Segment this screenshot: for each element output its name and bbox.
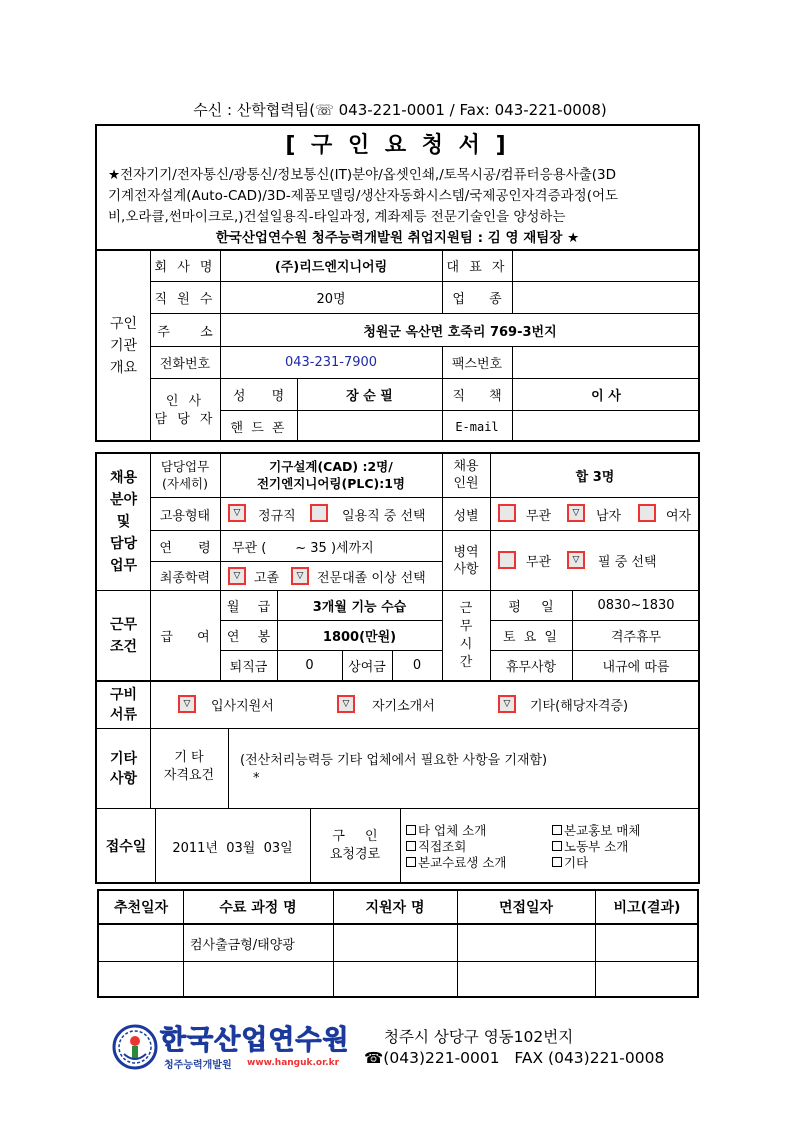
phone-value[interactable]: 043-231-7900 — [284, 355, 378, 370]
employment-fulltime-checkbox[interactable]: ▽ — [228, 504, 246, 522]
doc-resume-checkbox[interactable]: ▽ — [337, 695, 355, 713]
holiday-label: 휴무사항 — [505, 660, 557, 675]
education-highschool-label: 고졸 — [254, 570, 280, 586]
military-label: 병역 사항 — [453, 544, 479, 577]
documents-section-label: 구비 서류 — [109, 687, 138, 723]
table-header: 지원자 명 — [365, 900, 425, 916]
employment-fulltime-label: 정규직 — [258, 508, 296, 524]
route-option-direct[interactable] — [406, 838, 466, 854]
saturday-label: 토 요 일 — [503, 630, 559, 645]
education-college-checkbox[interactable]: ▽ — [291, 567, 309, 585]
route-option-label: 기타 — [564, 855, 589, 870]
age-value[interactable]: 무관 ( ~ 35 )세까지 — [232, 540, 374, 556]
qualification-label: 기 타 자격요건 — [163, 750, 215, 783]
duty-value[interactable]: 기구설계(CAD) :2명/ 전기엔지니어링(PLC):1명 — [256, 459, 406, 491]
gender-any-label: 무관 — [526, 508, 552, 524]
route-option-labor-ministry[interactable] — [552, 838, 628, 854]
monthly-pay-label: 월 급 — [226, 600, 271, 615]
doc-resume-label: 자기소개서 — [372, 698, 435, 714]
saturday-value[interactable]: 격주휴무 — [610, 630, 662, 645]
footer-contact: ☎(043)221-0001 FAX (043)221-0008 — [364, 1049, 665, 1067]
route-option-label: 타 업체 소개 — [418, 823, 487, 838]
hr-title-value[interactable]: 이 사 — [591, 389, 621, 404]
employment-daily-checkbox[interactable] — [310, 504, 328, 522]
ceo-label: 대 표 자 — [446, 260, 508, 275]
route-checkbox-icon — [406, 857, 416, 867]
institute-url[interactable]: www.hanguk.or.kr — [247, 1058, 340, 1068]
intro-line-3: 비,오라클,썬마이크로,)건설일용직-타일과정, 계좌제등 전문기술인을 양성하는 — [108, 209, 566, 225]
email-value[interactable] — [512, 411, 700, 442]
mobile-value[interactable] — [297, 411, 442, 442]
education-college-label: 전문대졸 이상 선택 — [317, 570, 426, 586]
table-cell-course[interactable]: 컴사출금형/태양광 — [190, 937, 295, 953]
phone-label: 전화번호 — [159, 357, 211, 372]
route-checkbox-icon — [552, 841, 562, 851]
doc-application-label: 입사지원서 — [211, 698, 274, 714]
education-highschool-checkbox[interactable]: ▽ — [228, 567, 246, 585]
route-checkbox-icon — [552, 857, 562, 867]
severance-value[interactable]: 0 — [305, 658, 314, 673]
fax-label: 팩스번호 — [451, 357, 503, 372]
route-checkbox-icon — [406, 825, 416, 835]
age-label: 연 령 — [159, 540, 211, 556]
institute-branch: 청주능력개발원 — [164, 1059, 232, 1071]
industry-label: 업 종 — [452, 292, 502, 307]
gender-male-checkbox[interactable]: ▽ — [567, 504, 585, 522]
table-header: 수료 과정 명 — [219, 900, 297, 916]
gender-label: 성별 — [453, 508, 479, 524]
route-option-promo-media[interactable] — [552, 822, 640, 838]
work-hours-label: 근 무 시 간 — [459, 600, 473, 670]
fax-value[interactable] — [512, 347, 700, 378]
qualification-bullet: * — [253, 770, 260, 786]
annual-pay-value[interactable]: 1800(만원) — [322, 630, 397, 645]
intro-line-2: 기계전자설계(Auto-CAD)/3D-제품모델링/생산자동화시스템/국제공인자격증과정(어도 — [108, 188, 619, 204]
military-done-checkbox[interactable]: ▽ — [567, 551, 585, 569]
route-option-label: 본교홍보 매체 — [564, 823, 641, 838]
industry-value[interactable] — [512, 282, 700, 313]
duty-label: 담당업무 (자세히) — [160, 459, 210, 491]
route-checkbox-icon — [552, 825, 562, 835]
hr-manager-label: 인 사 담 당 자 — [154, 393, 216, 427]
annual-pay-label: 연 봉 — [226, 630, 271, 645]
address-label: 주 소 — [157, 324, 213, 340]
gender-male-label: 남자 — [596, 508, 622, 524]
institute-logo-icon — [112, 1024, 158, 1070]
doc-application-checkbox[interactable]: ▽ — [178, 695, 196, 713]
education-label: 최종학력 — [159, 570, 211, 586]
table-header: 추천일자 — [113, 900, 169, 916]
doc-other-label: 기타(해당자격증) — [530, 698, 629, 714]
monthly-pay-value[interactable]: 3개월 기능 수습 — [312, 600, 407, 615]
employment-label: 고용형태 — [159, 508, 211, 524]
military-done-label: 필 중 선택 — [598, 554, 657, 570]
route-option-label: 직접조회 — [418, 839, 467, 854]
recipient-line: 수신 : 산학협력팀(☏ 043-221-0001 / Fax: 043-221-0008) — [193, 100, 607, 119]
ceo-value[interactable] — [512, 250, 700, 281]
receipt-date-value[interactable]: 2011년 03월 03일 — [172, 840, 293, 856]
company-section-label: 구인 기관 개요 — [109, 316, 138, 376]
footer-address: 청주시 상당구 영동102번지 — [384, 1028, 574, 1046]
gender-female-label: 여자 — [666, 508, 692, 524]
severance-label: 퇴직금 — [229, 660, 268, 675]
other-section-label: 기타 사항 — [109, 751, 138, 787]
conditions-section-label: 근무 조건 — [109, 616, 138, 655]
employment-daily-label: 일용직 중 선택 — [342, 508, 426, 524]
table-header: 면접일자 — [498, 900, 554, 916]
weekday-label: 평 일 — [508, 600, 554, 615]
holiday-value[interactable]: 내규에 따름 — [602, 660, 670, 675]
route-option-etc[interactable] — [552, 854, 588, 870]
pay-label: 급 여 — [160, 630, 210, 645]
intro-line-4: 한국산업연수원 청주능력개발원 취업지원팀 : 김 영 재팀장 ★ — [215, 230, 580, 246]
hire-count-value[interactable]: 합 3명 — [575, 469, 615, 485]
doc-other-checkbox[interactable]: ▽ — [498, 695, 516, 713]
route-option-other-company[interactable] — [406, 822, 486, 838]
page-title: [ 구 인 요 청 서 ] — [285, 132, 510, 158]
bonus-value[interactable]: 0 — [412, 658, 422, 673]
military-any-label: 무관 — [526, 554, 552, 570]
route-checkbox-icon — [406, 841, 416, 851]
intro-line-1: ★전자기기/전자통신/광통신/정보통신(IT)분야/옵셋인쇄,/토목시공/컴퓨터응용사출(3D — [108, 167, 617, 183]
bonus-label: 상여금 — [348, 660, 386, 675]
weekday-value[interactable]: 0830~1830 — [597, 598, 675, 613]
request-route-label: 구 인 요청경로 — [329, 829, 381, 862]
staff-label: 직 원 수 — [154, 292, 216, 307]
mobile-label: 핸 드 폰 — [230, 421, 287, 436]
institute-name: 한국산업연수원 — [160, 1024, 350, 1056]
receipt-date-label: 접수일 — [105, 839, 147, 855]
company-name-value[interactable]: (주)리드엔지니어링 — [274, 260, 388, 275]
military-any-checkbox[interactable] — [498, 551, 516, 569]
recruit-section-label: 채용 분야 및 담당 업무 — [109, 470, 138, 574]
address-value[interactable]: 청원군 옥산면 호죽리 769-3번지 — [363, 324, 557, 340]
qualification-text[interactable]: (전산처리능력등 기타 업체에서 필요한 사항을 기재함) — [240, 752, 548, 768]
table-header: 비고(결과) — [613, 900, 681, 916]
route-option-label: 노동부 소개 — [564, 839, 629, 854]
staff-value[interactable]: 20명 — [316, 292, 346, 307]
route-option-label: 본교수료생 소개 — [418, 855, 507, 870]
email-label: E-mail — [455, 419, 499, 434]
hire-count-label: 채용 인원 — [453, 459, 479, 491]
gender-any-checkbox[interactable] — [498, 504, 516, 522]
company-name-label: 회 사 명 — [154, 260, 216, 275]
hr-name-label: 성 명 — [232, 389, 285, 404]
hr-name-value[interactable]: 장 순 필 — [346, 389, 393, 404]
route-option-graduate[interactable] — [406, 854, 507, 870]
gender-female-checkbox[interactable] — [638, 504, 656, 522]
hr-title-label: 직 책 — [452, 389, 502, 404]
